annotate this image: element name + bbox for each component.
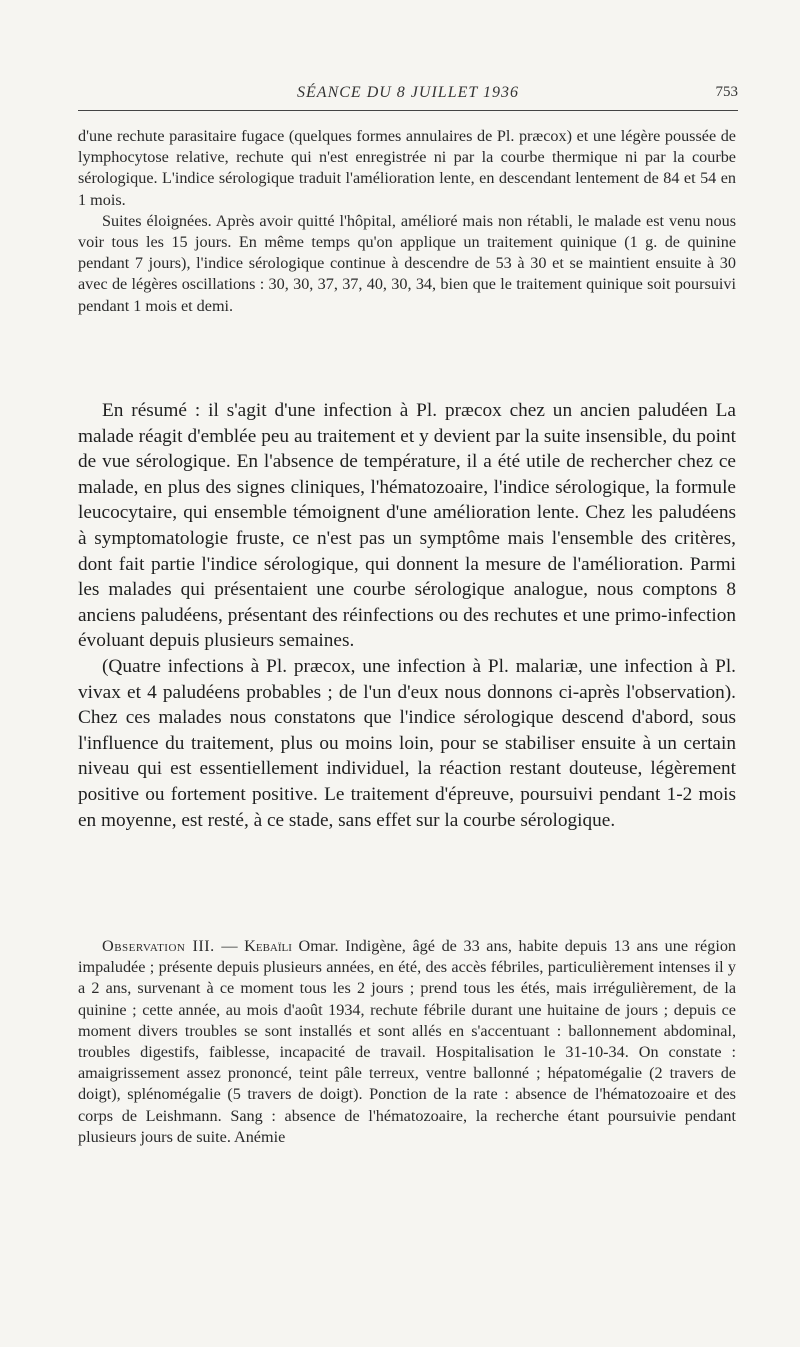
observation-dash: — — [214, 937, 245, 955]
observation-text: Omar. Indigène, âgé de 33 ans, habite depuis 13 ans une région impaludée ; présente depuis plusieurs années, en été, des accès fébriles, particulièrement intenses il y a 2 ans, survenant à ce moment tous les 2 jours ; prend tous les étés, mais irrégulièrement, de la quinine ; cette année, au mois d'août 1934, rechute fébrile durant une huitaine de jours ; depuis ce moment divers troubles se sont installés et sont allés en s'accentuant : ballonnement abdominal, troubles digestifs, faiblesse, incapacité de travail. Hospitalisation le 31-10-34. On constate : amaigrissement assez prononcé, teint pâle terreux, ventre ballonné ; hépatomégalie (2 travers de doigt), splénomégalie (5 travers de doigt). Ponction de la rate : absence de l'hématozoaire et des corps de Leishmann. Sang : absence de l'hématozoaire, la recherche étant poursuivie pendant plusieurs jours de suite. Anémie — [78, 937, 737, 1146]
page-number: 753 — [715, 84, 738, 100]
header-rule — [78, 110, 738, 111]
paragraph-quatre-infections: (Quatre infections à Pl. præcox, une infection à Pl. malariæ, une infection à Pl. vivax et 4 paludéens probables ; de l'un d'eux nous donnons ci-après l'observation). Chez ces malades nous constatons que l'indice sérologique descend d'abord, sous l'influence du traitement, plus ou moins loin, pour se stabiliser ensuite à un certain niveau qui est essentiellement individuel, la réaction restant douteuse, légèrement positive ou fortement positive. Le traitement d'épreuve, poursuivi pendant 1-2 mois en moyenne, est resté, à ce stade, sans effet sur la courbe sérologique. — [78, 655, 736, 831]
paragraph-resume: En résumé : il s'agit d'une infection à Pl. præcox chez un ancien paludéen La malade réagit d'emblée peu au traitement et y devient par la suite insensible, du point de vue sérologique. En l'absence de température, il a été utile de rechercher chez ce malade, en plus des signes cliniques, l'hématozoaire, l'indice sérologique, la formule leucocytaire, qui ensemble témoignent d'une amélioration lente. Chez les paludéens à symptomatologie fruste, ce n'est pas un symptôme mais l'ensemble des critères, dont fait partie l'indice sérologique, qui donnent la mesure de l'amélioration. Parmi les malades qui présentaient une courbe sérologique analogue, nous comptons 8 anciens paludéens, présentant des réinfections ou des rechutes et une primo-infection évoluant depuis plusieurs semaines. — [78, 400, 736, 652]
top-text-block — [78, 126, 736, 317]
summary-block — [78, 398, 736, 833]
paragraph-suites-eloignees: Suites éloignées. Après avoir quitté l'hôpital, amélioré mais non rétabli, le malade est venu nous voir tous les 15 jours. En même temps qu'on applique un traitement quinique (1 g. de quinine pendant 7 jours), l'indice sérologique continue à descendre de 53 à 30 et se maintient ensuite à 30 avec de légères oscillations : 30, 30, 37, 37, 40, 30, 34, bien que le traitement quinique soit poursuivi pendant 1 mois et demi. — [78, 211, 736, 315]
paragraph-continuation: d'une rechute parasitaire fugace (quelques formes annulaires de Pl. præcox) et une légère poussée de lymphocytose relative, rechute qui n'est enregistrée ni par la courbe thermique ni par la courbe sérologique. L'indice sérologique traduit l'amélioration lente, en descendant lentement de 84 et 54 en 1 mois. — [78, 127, 736, 209]
observation-paragraph — [78, 936, 736, 1148]
patient-name: Kebaïli — [244, 937, 292, 955]
running-header — [78, 84, 738, 110]
running-title: SÉANCE DU 8 JUILLET 1936 — [297, 84, 519, 101]
observation-block — [78, 936, 736, 1148]
observation-label: Observation III. — [102, 937, 215, 955]
